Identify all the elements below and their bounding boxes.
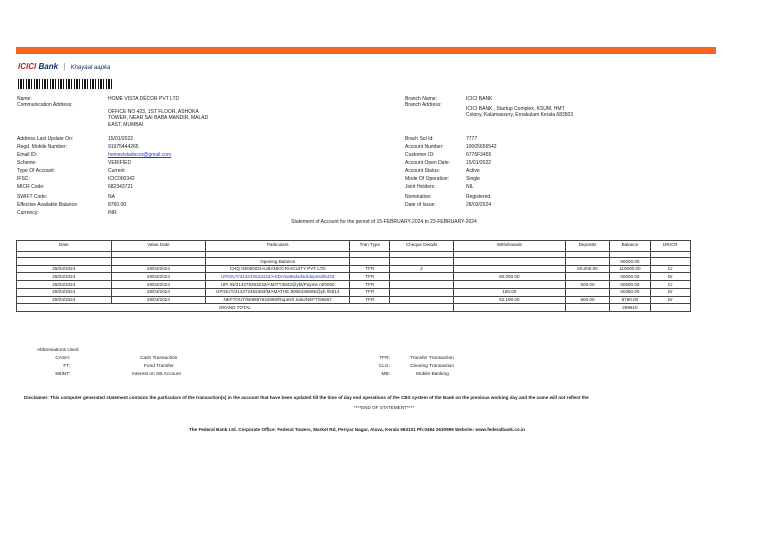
cell-cheque xyxy=(390,296,453,304)
cell-balance: 60350.00 xyxy=(610,288,650,296)
col-tran-type: Tran Type xyxy=(350,241,390,252)
name-value: HOME VISTA DÉCOR PVT LTD xyxy=(108,96,180,102)
cell-deposit: 500.00 xyxy=(565,281,609,289)
cell-deposit: 50,000.00 xyxy=(565,265,609,273)
grand-total-value: 299610 xyxy=(610,304,650,312)
table-row xyxy=(17,296,691,304)
cell-type: TFR xyxy=(350,281,390,289)
abbr-code: TFR: xyxy=(379,356,390,361)
detail-label: Regd. Mobile Number: xyxy=(17,144,68,150)
detail-label: Type Of Account: xyxy=(17,168,56,174)
detail-label: Date of Issue: xyxy=(405,202,436,208)
name-label: Name: xyxy=(17,96,32,102)
logo-suffix: Bank xyxy=(38,62,59,71)
logo-tagline: Khayaal aapka xyxy=(70,65,111,71)
abbr-meaning: Cash Transaction xyxy=(140,356,178,361)
detail-label: Scheme: xyxy=(17,160,37,166)
cell-date: 28/03/2024 xyxy=(17,296,112,304)
detail-value: 10005656542 xyxy=(466,144,497,150)
detail-value: 15/01/2022 xyxy=(466,160,492,166)
abbr-meaning: Fund Transfer xyxy=(144,364,174,369)
cell-cheque xyxy=(390,273,453,281)
detail-value: Current xyxy=(108,168,125,174)
abbreviations-title: Abbreviations Used xyxy=(37,348,79,353)
address-value: OFFICE NO 423, 1ST FLOOR, ASHOKA TOWER, NEAR SAI BABA MANDIR, MALAD EAST, MUMBAI xyxy=(108,109,209,128)
opening-balance: 60000.00 xyxy=(610,258,650,266)
cell-balance: 110000.00 xyxy=(610,265,650,273)
detail-label: Effective Available Balance: xyxy=(17,202,79,208)
detail-value: 28/03/2024 xyxy=(466,202,492,208)
abbr-meaning: Transfer Transaction xyxy=(410,356,454,361)
email-link[interactable]: homevistadecor@gmail.com xyxy=(108,152,172,158)
detail-value: 91975444265 xyxy=(108,144,139,150)
table-row xyxy=(17,273,691,281)
disclaimer-text: Disclaimer: This computer generated statement contains the particulars of the transaction(s) in the account that have been updated till the time of day end operations of the CBS system of the Bank on the previous working day and the same will not reflect the xyxy=(24,395,589,400)
abbr-meaning: Interest on SB Account xyxy=(132,372,181,377)
cell-particulars: UPIOUT/314272482393/MAMATHE.9008438685@yb l/5814 xyxy=(206,288,350,296)
cell-date: 28/03/2024 xyxy=(17,281,112,289)
col-drcr: DR/CR xyxy=(650,241,690,252)
detail-label: Currency: xyxy=(17,210,39,216)
branch-name-label: Branch Name: xyxy=(405,96,437,102)
detail-value: 682343721 xyxy=(108,184,134,190)
cell-balance: 60000.00 xyxy=(610,273,650,281)
cell-particulars: CHQ IN/00002/AUBANK/CR/ACUITY PVT LTD xyxy=(206,265,350,273)
cell-date: 28/03/2024 xyxy=(17,273,112,281)
grand-total-label: GRAND TOTAL xyxy=(17,304,454,312)
opening-label: Opening Balance xyxy=(206,258,350,266)
abbr-code: CASH: xyxy=(55,356,70,361)
cell-value-date: 28/03/2024 xyxy=(111,273,206,281)
cell-cheque xyxy=(390,288,453,296)
header-band xyxy=(16,47,716,54)
table-row xyxy=(17,281,691,289)
detail-label: Brach Sol Id: xyxy=(405,136,434,142)
cell-particulars: UPIOUT/314243533432/ASDASa9sdsdsd/deposit/5433 xyxy=(206,273,350,281)
abbr-meaning: Mobile Banking xyxy=(416,372,449,377)
cell-value-date: 28/03/2024 xyxy=(111,296,206,304)
detail-label: Joint Holders: xyxy=(405,184,436,190)
detail-label: Customer ID: xyxy=(405,152,435,158)
address-label: Communication Address: xyxy=(17,102,73,108)
cell-value-date: 28/03/2024 xyxy=(111,288,206,296)
detail-value: 8760.00 xyxy=(108,202,127,208)
cell-type: TFR xyxy=(350,296,390,304)
detail-value: Registered xyxy=(466,194,491,200)
col-date: Date xyxy=(17,241,112,252)
col-value-date: Value Date xyxy=(111,241,206,252)
branch-name-value: ICICI BANK xyxy=(466,96,493,102)
detail-value: Single xyxy=(466,176,480,182)
table-row xyxy=(17,265,691,273)
col-withdrawals: Withdrawals xyxy=(453,241,565,252)
cell-type: TFR xyxy=(350,288,390,296)
detail-label: MICR Code: xyxy=(17,184,45,190)
branch-address-value: ICICI BANK , Startup Complex, KSUM, HMT Colony, Kalamassery, Ernakulam Kerala 683503 xyxy=(466,106,574,119)
cell-drcr: Cr xyxy=(650,265,690,273)
cell-deposit xyxy=(565,288,609,296)
cell-deposit xyxy=(565,273,609,281)
detail-value: INR xyxy=(108,210,117,216)
detail-label: Mode Of Operation: xyxy=(405,176,449,182)
table-row xyxy=(17,288,691,296)
cell-balance: 8760.00 xyxy=(610,296,650,304)
cell-withdrawal: 150.00 xyxy=(453,288,565,296)
cell-deposit: 600.00 xyxy=(565,296,609,304)
cell-particulars: UPI IN/314279293233/AMITY3843@ybl/Payme nt/0000 xyxy=(206,281,350,289)
grand-total-row xyxy=(17,304,691,312)
cell-type: TFR xyxy=(350,265,390,273)
end-of-statement: ****END OF STATEMENT**** xyxy=(353,405,415,410)
detail-value: NA xyxy=(108,194,115,200)
detail-value: VERIFIED xyxy=(108,160,132,166)
cell-withdrawal: 50,000.00 xyxy=(453,273,565,281)
abbr-code: CLG: xyxy=(378,364,390,369)
cell-value-date: 28/03/2024 xyxy=(111,281,206,289)
statement-title: Statement of Account for the period of 15-FEBRUARY-2024 to 23-FEBRUARY-2024 xyxy=(291,219,477,225)
detail-label: Nomination: xyxy=(405,194,432,200)
opening-balance-row xyxy=(17,258,691,266)
branch-address-label: Branch Address: xyxy=(405,102,442,108)
cell-balance: 60500.00 xyxy=(610,281,650,289)
logo-separator: | xyxy=(63,62,66,71)
col-particulars: Particulars xyxy=(206,241,350,252)
detail-value: ICIC000342 xyxy=(108,176,135,182)
footer-text: The Federal Bank Ltd. Corporate Office: Federal Towers, Market Rd, Periyar Nagar, Aluva, Kerala 683101 Ph:0484 2630996 Website: www.federalbank.co.in xyxy=(189,427,525,432)
cell-particulars: NEFTOUT/509967542890/Rupesh Salu/NEFT/56567 xyxy=(206,296,350,304)
col-cheque: Cheque Details xyxy=(390,241,453,252)
cell-date: 28/03/2024 xyxy=(17,288,112,296)
bank-logo xyxy=(18,62,110,73)
cell-value-date: 28/03/2024 xyxy=(111,265,206,273)
detail-label: Account Status: xyxy=(405,168,441,174)
detail-value: Active xyxy=(466,168,480,174)
detail-value: NIL xyxy=(466,184,474,190)
detail-label: Account Number: xyxy=(405,144,444,150)
cell-drcr: Dr xyxy=(650,273,690,281)
cell-drcr: Dr xyxy=(650,288,690,296)
abbr-code: MB: xyxy=(381,372,390,377)
abbr-code: FT: xyxy=(63,364,70,369)
col-balance: Balance xyxy=(610,241,650,252)
abbr-meaning: Clearing Transaction xyxy=(410,364,454,369)
detail-value: 7777 xyxy=(466,136,478,142)
detail-value: 15/01/2022 xyxy=(108,136,134,142)
cell-withdrawal xyxy=(453,265,565,273)
col-deposits: Deposits xyxy=(565,241,609,252)
cell-cheque xyxy=(390,281,453,289)
cell-date: 28/03/2024 xyxy=(17,265,112,273)
detail-label: IFSC: xyxy=(17,176,30,182)
abbr-code: SBINT: xyxy=(55,372,70,377)
detail-label: Address Last Update On: xyxy=(17,136,74,142)
detail-value: 6776F3455 xyxy=(466,152,492,158)
cell-drcr: Cr xyxy=(650,281,690,289)
detail-label: Account Open Date: xyxy=(405,160,451,166)
detail-label: Email ID: xyxy=(17,152,38,158)
detail-label: SWIFT Code: xyxy=(17,194,48,200)
cell-type: TFR xyxy=(350,273,390,281)
cell-withdrawal xyxy=(453,281,565,289)
cell-withdrawal: 52,190.00 xyxy=(453,296,565,304)
cell-drcr: Dr xyxy=(650,296,690,304)
barcode-image xyxy=(18,79,114,89)
cell-cheque: 2 xyxy=(390,265,453,273)
transactions-table xyxy=(16,240,691,312)
logo-prefix: ICICI xyxy=(18,62,37,71)
table-header-row xyxy=(17,241,691,252)
